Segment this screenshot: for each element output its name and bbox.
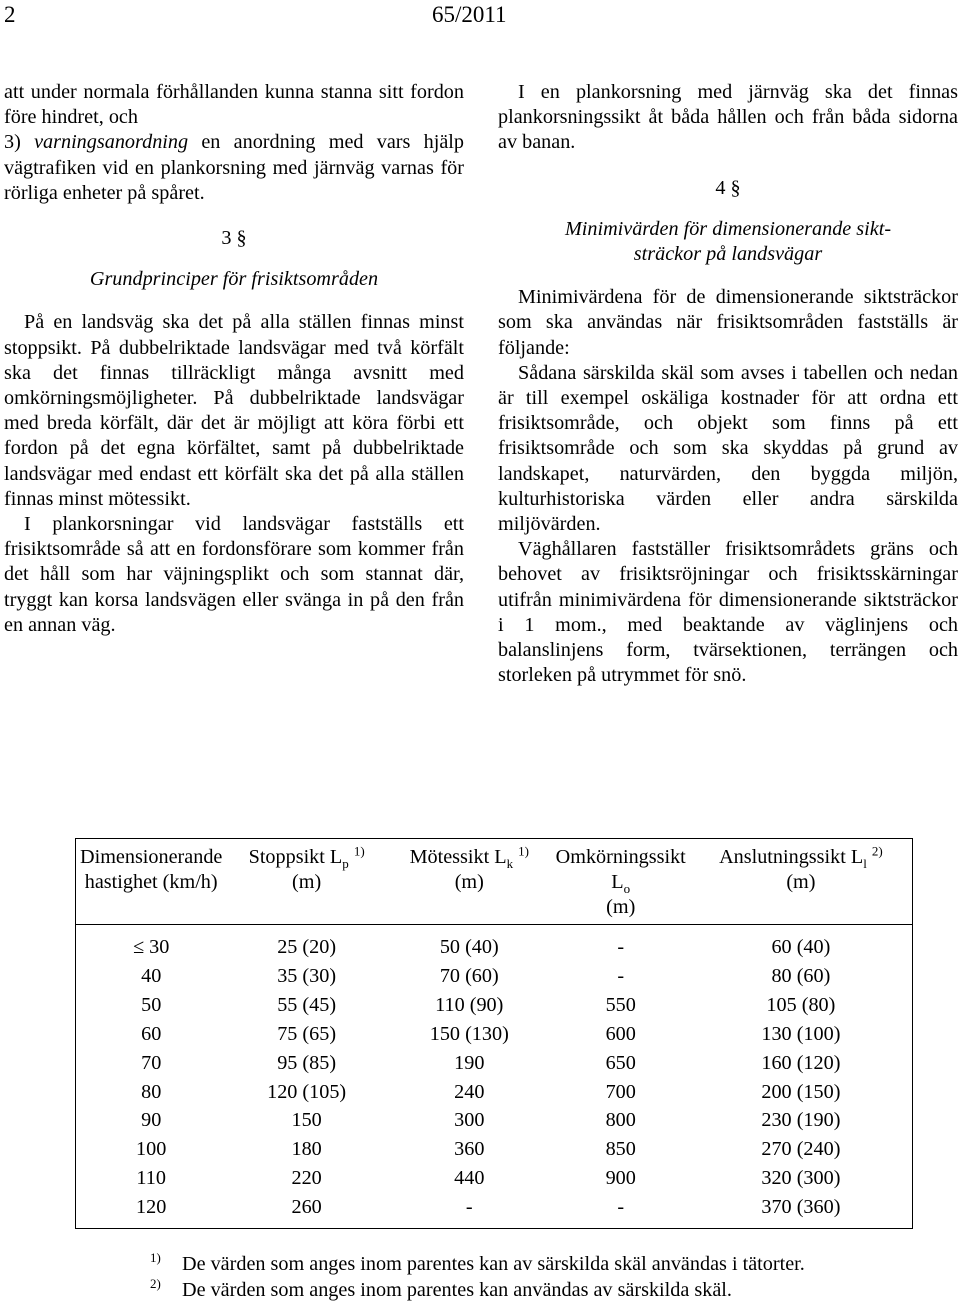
table-cell: 900 <box>605 1167 636 1190</box>
table-cell: 95 (85) <box>277 1051 337 1074</box>
table-cell: 50 (40) <box>439 936 499 958</box>
table-cell: 650 <box>605 1051 636 1074</box>
footnote <box>150 1272 732 1302</box>
header-overtaking-sight: Omkörningssikt $L_o$ (m) <box>552 839 690 925</box>
definition-number: 3) <box>4 131 35 154</box>
table-cell: 100 <box>136 1138 167 1161</box>
body-paragraph: I plankorsningar vid landsvägar fastställs ett frisiktsområde så att en fordonsförare som kommer från det håll som har väjningsplikt och som stannat där, tryggt kan korsa landsvägen eller svänga in på den från en annan väg. <box>4 513 464 636</box>
sight-distance-table <box>75 838 913 1229</box>
table-cell: 150 <box>291 1109 322 1132</box>
table-cell: 320 (300) <box>761 1167 841 1190</box>
footnote-mark: 2) <box>150 1276 161 1291</box>
table-cell: 70 (60) <box>439 964 499 987</box>
footnote-mark: 1) <box>150 1250 161 1265</box>
page-number: 2 <box>4 2 16 27</box>
table-cell: 150 (130) <box>429 1022 509 1045</box>
table-cell: 190 <box>454 1051 485 1074</box>
table-cell: 120 (105) <box>267 1080 347 1103</box>
table-cell: - <box>617 1196 625 1219</box>
table-cell: 130 (100) <box>761 1022 841 1045</box>
table-row <box>76 1164 913 1193</box>
table-row <box>76 1020 913 1049</box>
table-cell: 200 (150) <box>761 1080 841 1103</box>
table-cell: 55 (45) <box>277 993 337 1016</box>
table-cell: 80 <box>141 1080 162 1103</box>
issue-number: 65/2011 <box>432 2 507 27</box>
table-cell: 110 (90) <box>435 993 504 1016</box>
section-number: 3 § <box>221 227 247 250</box>
table-cell: 105 (80) <box>766 993 836 1016</box>
header-speed: Dimensionerande hastighet (km/h) <box>76 839 227 925</box>
table-cell: 60 <box>141 1022 162 1045</box>
table-cell: 75 (65) <box>277 1022 337 1045</box>
header-meeting-sight: Mötessikt $L_k$ $^{1)}$ (m) <box>387 839 552 925</box>
header-junction-sight: Anslutningssikt $L_l$ $^{2)}$ (m) <box>690 839 913 925</box>
section-heading: Grundprinciper för frisiktsområden <box>89 268 379 291</box>
footnote-text: De värden som anges inom parentes kan användas av särskilda skäl. <box>182 1279 732 1301</box>
table-cell: 50 <box>141 993 162 1016</box>
table-cell: 110 <box>136 1167 166 1190</box>
paragraph-continuation: att under normala förhållanden kunna stanna sitt fordon före hindret, och <box>4 81 464 129</box>
table-cell: - <box>617 936 625 958</box>
definition-paragraph <box>4 130 464 206</box>
table-cell: 120 <box>136 1196 167 1219</box>
section-heading <box>498 217 958 267</box>
footnote-text: De värden som anges inom parentes kan av särskilda skäl användas i tätorter. <box>182 1253 805 1275</box>
left-column <box>4 80 464 638</box>
body-paragraph: Minimivärdena för de dimensionerande siktsträckor som ska användas när frisiktsområden fastställs är följande: <box>498 286 958 359</box>
body-paragraph: På en landsväg ska det på alla ställen finnas minst stoppsikt. På dubbelriktade landsvägar med två körfält ska det finnas tillräckligt många avsnitt med omkörningsmöjligheter. På dubbelriktade landsvägar med breda körfält, där det är möjligt att köra förbi ett fordon på det egna körfältet, samt på dubbelriktade landsvägar med endast ett körfält ska det på alla ställen finnas minst mötessikt. <box>4 311 464 510</box>
table-cell: 360 <box>454 1138 485 1161</box>
definition-term: varningsanordning <box>34 131 189 154</box>
heading-line: Minimivärden för dimensionerande sikt- <box>564 217 892 240</box>
table-row <box>76 925 913 962</box>
body-paragraph: I en plankorsning med järnväg ska det finnas plankorsningssikt åt båda hållen och från båda sidorna av banan. <box>498 81 958 154</box>
table-body <box>76 925 913 1229</box>
section-number: 4 § <box>715 176 741 199</box>
table-cell: 40 <box>141 964 162 987</box>
table-cell: 300 <box>454 1109 485 1132</box>
definition-text: en anordning med vars hjälp vägtrafiken vid en plankorsning med järnväg varnas för rörliga enheter på spåret. <box>4 131 464 204</box>
table-cell: 440 <box>454 1167 485 1190</box>
table-cell: 80 (60) <box>771 964 831 987</box>
table-row <box>76 1193 913 1228</box>
table-cell: 230 (190) <box>761 1109 841 1132</box>
table-row <box>76 991 913 1020</box>
header-stopping-sight: Stoppsikt $L_p$ $^{1)}$ (m) <box>226 839 386 925</box>
table-cell: 370 (360) <box>761 1196 841 1219</box>
heading-line: sträckor på landsvägar <box>633 243 823 266</box>
table-cell: 220 <box>291 1167 322 1190</box>
table-cell: 260 <box>291 1196 322 1219</box>
table-cell: 600 <box>605 1022 636 1045</box>
table-cell: 70 <box>141 1051 162 1074</box>
table-row <box>76 1049 913 1078</box>
right-column <box>498 80 958 688</box>
table-cell: ≤ 30 <box>133 936 170 958</box>
table-cell: 550 <box>605 993 636 1016</box>
body-paragraph: Väghållaren fastställer frisiktsområdets gräns och behovet av frisiktsröjningar och frisiktsskärningar utifrån minimivärdena för dimensionerande siktsträckor i 1 mom., med beaktande av väglinjens och balanslinjens form, tvärsektionen, terrängen och storleken på utrymmet för snö. <box>498 538 958 687</box>
table-row <box>76 1106 913 1135</box>
table-cell: 160 (120) <box>761 1051 841 1074</box>
table-row <box>76 1135 913 1164</box>
table-cell: 240 <box>454 1080 485 1103</box>
table-cell: 25 (20) <box>277 936 337 958</box>
body-paragraph: Sådana särskilda skäl som avses i tabellen och nedan är till exempel oskäliga kostnader för att ordna ett frisiktsområde, och objekt som finns på ett frisiktsområde och som ska skyddas på grund av landskapet, naturvärden, den byggda miljön, kulturhistoriska värden eller andra särskilda miljövärden. <box>498 361 958 536</box>
table-cell: 850 <box>605 1138 636 1161</box>
table-row <box>76 1078 913 1107</box>
table-header-row <box>76 839 913 925</box>
table-cell: 60 (40) <box>771 936 831 958</box>
table-row <box>76 962 913 991</box>
table-cell: 35 (30) <box>277 964 337 987</box>
table-cell: - <box>465 1196 473 1219</box>
table-cell: 700 <box>605 1080 636 1103</box>
table-cell: 90 <box>141 1109 162 1132</box>
table-cell: 180 <box>291 1138 322 1161</box>
table-cell: - <box>617 964 625 987</box>
table-cell: 270 (240) <box>761 1138 841 1161</box>
table-cell: 800 <box>605 1109 636 1132</box>
